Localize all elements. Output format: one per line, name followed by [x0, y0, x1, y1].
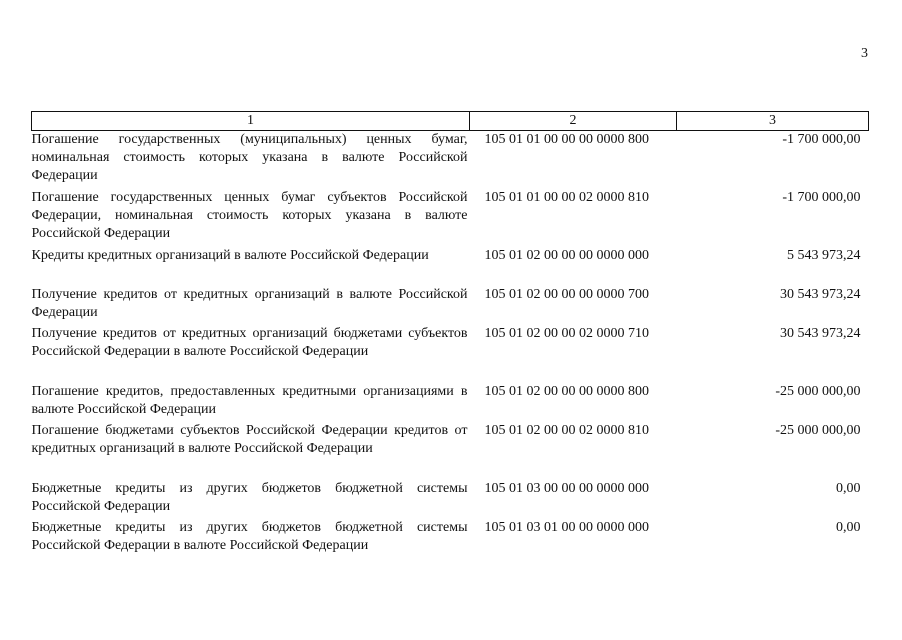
table-row	[32, 383, 869, 422]
row-code: 105 01 01 00 00 00 0000 800	[484, 132, 649, 147]
table-row	[32, 189, 869, 247]
table-row	[32, 247, 869, 286]
table-row	[32, 131, 869, 189]
row-code: 105 01 02 00 00 00 0000 800	[484, 383, 649, 399]
table-row	[32, 286, 869, 325]
row-name: Получение кредитов от кредитных организаций бюджетами субъектов Российской Федерации в валюте Российской Федерации	[31, 325, 468, 359]
row-name: Бюджетные кредиты из других бюджетов бюджетной системы Российской Федерации в валюте Российской Федерации	[31, 519, 468, 553]
row-code: 105 01 03 00 00 00 0000 000	[484, 480, 649, 496]
row-name: Погашение кредитов, предоставленных кредитными организациями в валюте Российской Федерации	[31, 383, 468, 417]
row-amount: 30 543 973,24	[780, 286, 861, 302]
row-code: 105 01 02 00 00 00 0000 000	[484, 247, 649, 263]
row-name: Получение кредитов от кредитных организаций в валюте Российской Федерации	[31, 286, 468, 320]
table-row	[32, 519, 869, 575]
table-header-row	[32, 112, 869, 131]
row-name: Кредиты кредитных организаций в валюте Российской Федерации	[31, 247, 429, 263]
column-header-2: 2	[470, 112, 677, 131]
column-header-3: 3	[677, 112, 869, 131]
row-amount: -1 700 000,00	[782, 132, 861, 147]
row-code: 105 01 02 00 00 02 0000 710	[484, 325, 649, 341]
row-amount: 0,00	[836, 480, 861, 496]
table-row	[32, 422, 869, 480]
row-amount: -1 700 000,00	[782, 189, 861, 205]
page-number: 3	[861, 46, 868, 61]
row-amount: -25 000 000,00	[775, 422, 861, 438]
row-name: Бюджетные кредиты из других бюджетов бюджетной системы Российской Федерации	[31, 480, 468, 514]
table-row	[32, 480, 869, 519]
row-amount: 30 543 973,24	[780, 325, 861, 341]
row-name: Погашение бюджетами субъектов Российской Федерации кредитов от кредитных организаций в валюте Российской Федерации	[31, 422, 468, 456]
table-row	[32, 325, 869, 383]
row-amount: -25 000 000,00	[775, 383, 861, 399]
row-code: 105 01 02 00 00 02 0000 810	[484, 422, 649, 438]
column-header-1: 1	[32, 112, 470, 131]
row-code: 105 01 01 00 00 02 0000 810	[484, 189, 649, 205]
row-code: 105 01 02 00 00 00 0000 700	[484, 286, 649, 302]
row-code: 105 01 03 01 00 00 0000 000	[484, 519, 649, 535]
row-amount: 0,00	[836, 519, 861, 535]
row-amount: 5 543 973,24	[787, 247, 861, 263]
budget-table	[31, 111, 869, 575]
row-name: Погашение государственных ценных бумаг субъектов Российской Федерации, номинальная стоимость которых указана в валюте Российской Федерации	[31, 189, 468, 241]
row-name: Погашение государственных (муниципальных) ценных бумаг, номинальная стоимость которых указана в валюте Российской Федерации	[31, 132, 468, 183]
